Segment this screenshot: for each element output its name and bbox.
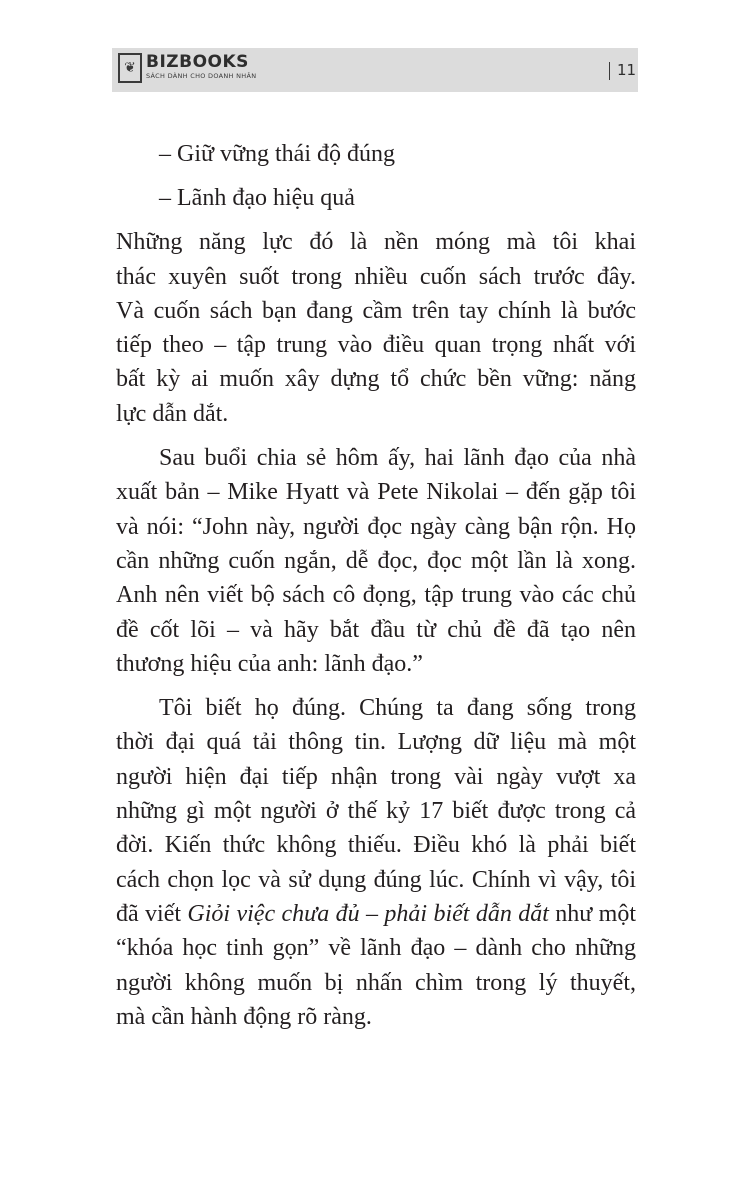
text-line: và nói: “John này, người đọc ngày càng bận rộn. Họ <box>116 513 636 540</box>
bullet-line: – Giữ vững thái độ đúng <box>159 141 396 167</box>
text-line: xuất bản – Mike Hyatt và Pete Nikolai – đến gặp tôi <box>116 479 636 506</box>
text-line: thương hiệu của anh: lãnh đạo.” <box>116 650 423 677</box>
text-line: “khóa học tinh gọn” về lãnh đạo – dành cho những <box>116 935 636 962</box>
paragraph <box>116 225 636 431</box>
brand-name: BIZBOOKS <box>146 52 249 72</box>
text-line: đề cốt lõi – và hãy bắt đầu từ chủ đề đã tạo nên <box>116 616 636 643</box>
paragraph <box>116 441 636 681</box>
paragraph <box>116 691 636 1034</box>
text-line: thời đại quá tải thông tin. Lượng dữ liệu mà một <box>116 729 636 756</box>
text-line: Sau buổi chia sẻ hôm ấy, hai lãnh đạo của nhà <box>159 445 636 472</box>
page-number-divider <box>609 62 610 80</box>
text-line: Tôi biết họ đúng. Chúng ta đang sống trong <box>159 695 636 722</box>
text-line: đời. Kiến thức không thiếu. Điều khó là phải biết <box>116 832 636 859</box>
page-body <box>116 137 636 1034</box>
page-number: 11 <box>617 61 637 79</box>
text-line: mà cần hành động rõ ràng. <box>116 1003 372 1030</box>
brand-tagline: SÁCH DÀNH CHO DOANH NHÂN <box>146 72 257 80</box>
text-line: người không muốn bị nhấn chìm trong lý thuyết, <box>116 969 636 996</box>
text-line: lực dẫn dắt. <box>116 400 229 427</box>
text-line: cần những cuốn ngắn, dễ đọc, đọc một lần là xong. <box>116 547 636 574</box>
text-line: những gì một người ở thế kỷ 17 biết được trong cả <box>116 798 636 825</box>
text-line <box>116 897 636 931</box>
text-line: bất kỳ ai muốn xây dựng tổ chức bền vững: năng <box>116 366 636 393</box>
text-line: Những năng lực đó là nền móng mà tôi khai <box>116 229 636 256</box>
bizbooks-emblem-icon: ❦ <box>118 53 142 83</box>
book-title: Giỏi việc chưa đủ – phải biết dẫn dắt <box>187 900 549 927</box>
text-line: Anh nên viết bộ sách cô đọng, tập trung vào các chủ <box>116 582 636 609</box>
text-line: thác xuyên suốt trong nhiều cuốn sách trước đây. <box>116 263 636 290</box>
running-header <box>112 48 638 92</box>
text-run: như một <box>548 900 637 927</box>
text-line: cách chọn lọc và sử dụng đúng lúc. Chính vì vậy, tôi <box>116 866 636 893</box>
text-line: Và cuốn sách bạn đang cầm trên tay chính là bước <box>116 297 636 324</box>
bizbooks-logo <box>118 53 256 87</box>
text-line: tiếp theo – tập trung vào điều quan trọng nhất với <box>116 332 636 359</box>
text-run: đã viết <box>116 900 188 927</box>
text-line: người hiện đại tiếp nhận trong vài ngày vượt xa <box>116 763 636 790</box>
bullet-line: – Lãnh đạo hiệu quả <box>159 185 355 211</box>
